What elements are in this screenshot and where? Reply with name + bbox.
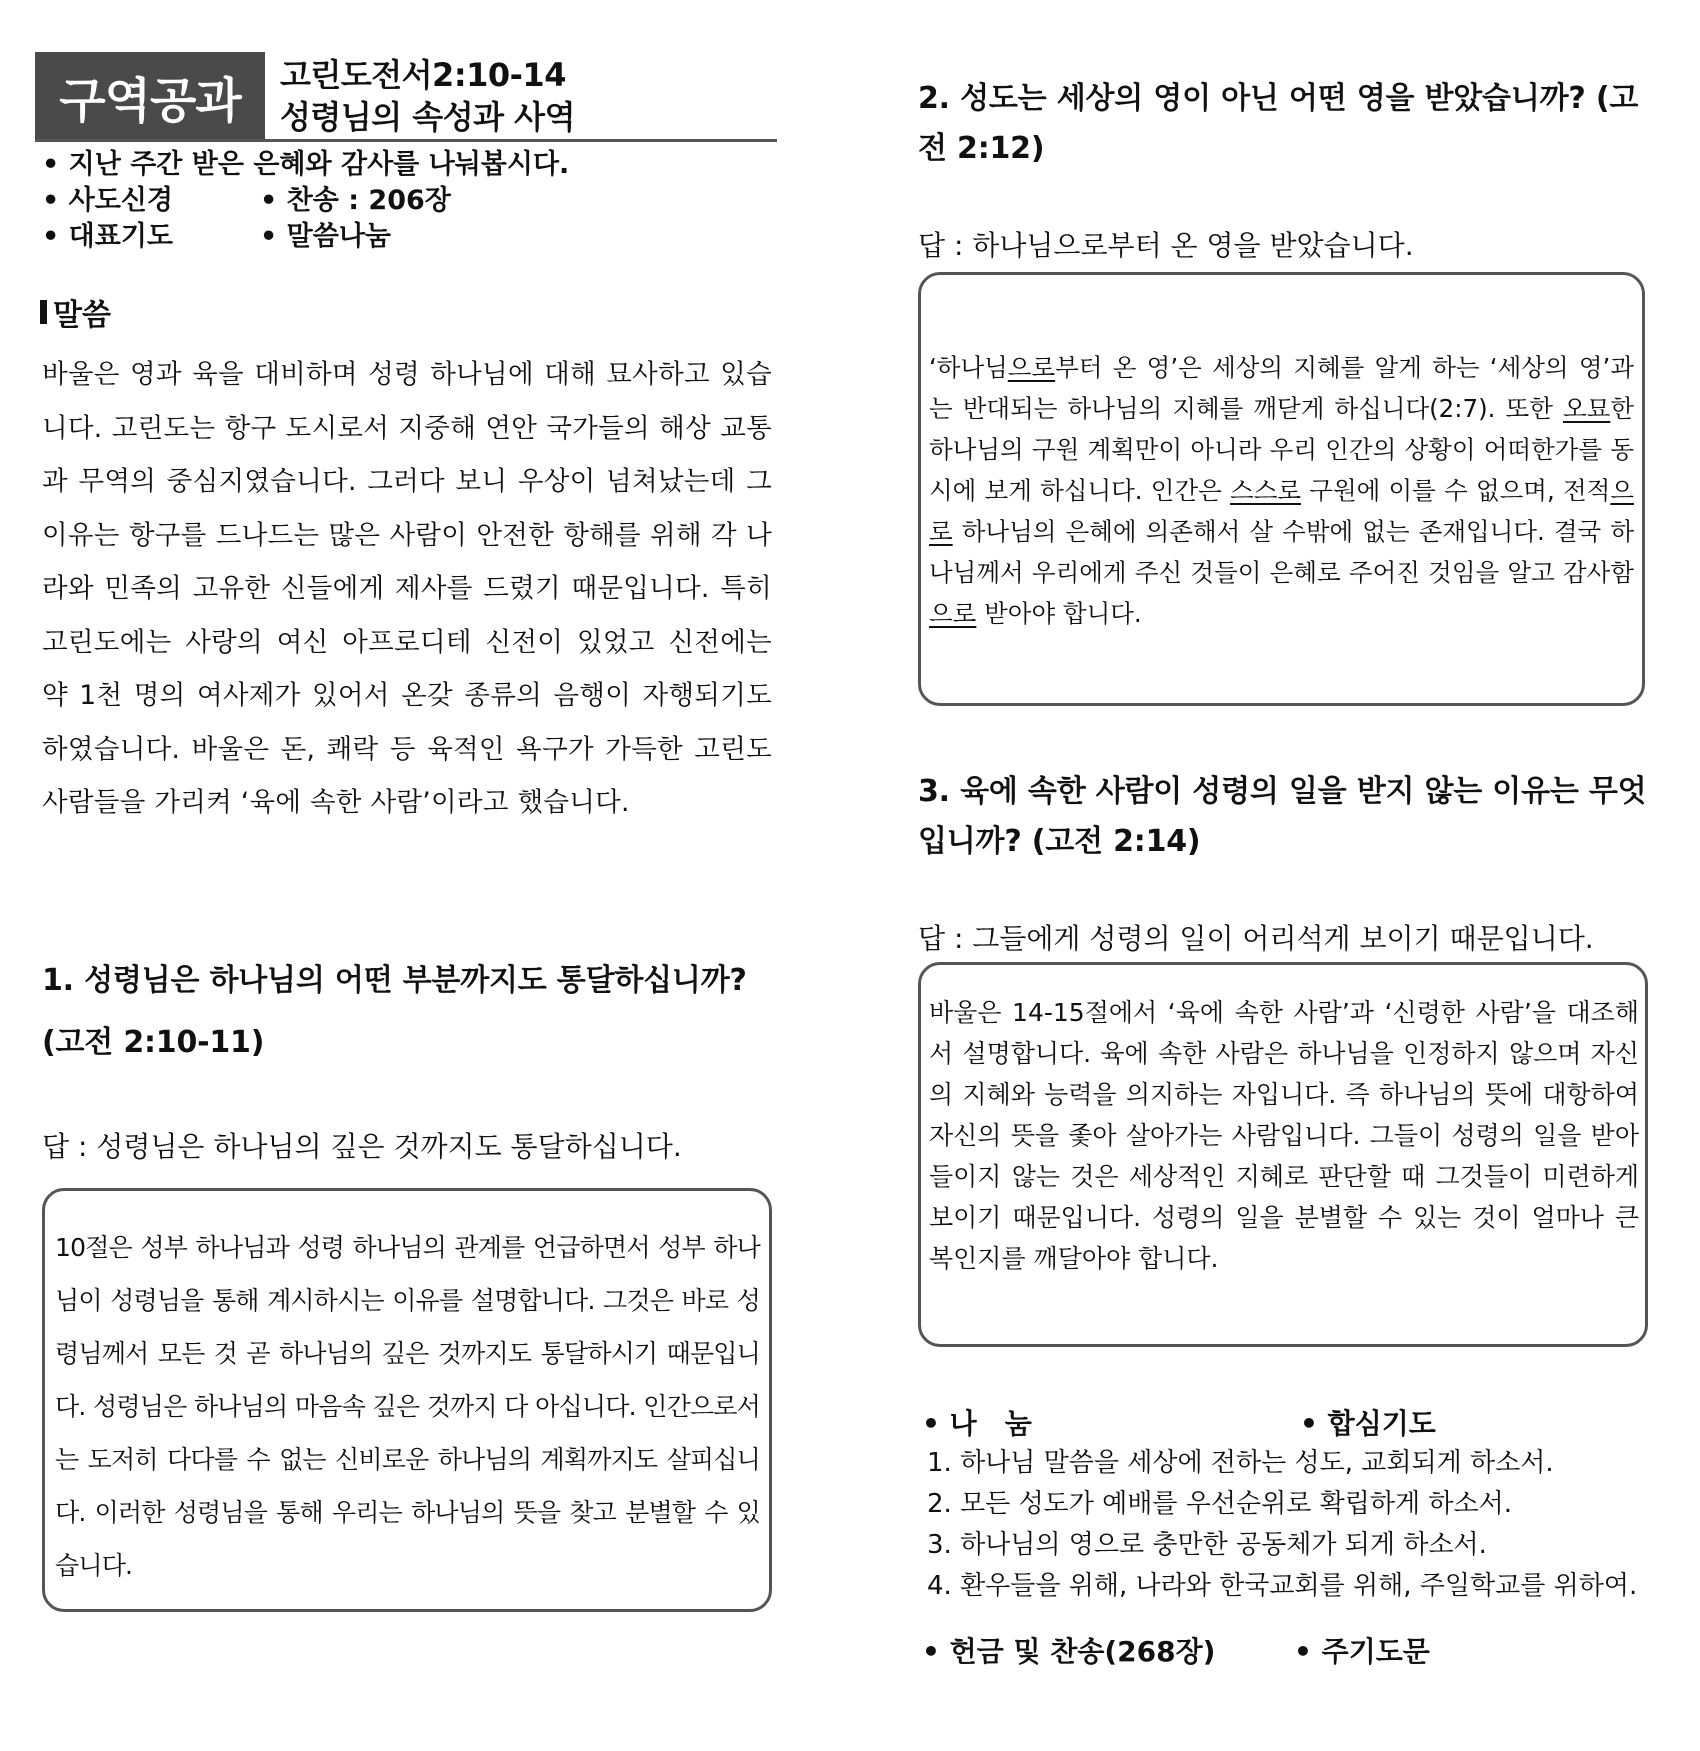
order-row bbox=[42, 219, 569, 255]
answer-2: 답 : 하나님으로부터 온 영을 받았습니다. bbox=[918, 229, 1414, 262]
question-3: 3. 육에 속한 사람이 성령의 일을 받지 않는 이유는 무엇입니까? (고전 2:14) bbox=[918, 774, 1647, 859]
word-section-body: 바울은 영과 육을 대비하며 성령 하나님에 대해 묘사하고 있습니다. 고린도는 항구 도시로서 지중해 연안 국가들의 해상 교통과 무역의 중심지였습니다. 그러다 보니 우상이 넘쳐났는데 그 이유는 항구를 드나드는 많은 사람이 안전한 항해를 위해 각 나라와 민족의 고유한 신들에게 제사를 드렸기 때문입니다. 특히 고린도에는 사랑의 여신 아프로디테 신전이 있었고 신전에는 약 1천 명의 여사제가 있어서 온갖 종류의 음행이 자행되기도 하였습니다. 바울은 돈, 쾌락 등 육적인 욕구가 가득한 고린도 사람들을 가리켜 ‘육에 속한 사람’이라고 했습니다. bbox=[42, 359, 772, 818]
sharing-prompt: • 지난 주간 받은 은혜와 감사를 나눠봅시다. bbox=[42, 149, 570, 180]
apostles-creed: • 사도신경 bbox=[42, 185, 173, 216]
note-box-1 bbox=[42, 1188, 772, 1612]
order-row bbox=[42, 183, 569, 219]
note-2-text: ‘하나님으로부터 온 영’은 세상의 지혜를 알게 하는 ‘세상의 영’과는 반대되는 하나님의 지혜를 깨닫게 하십니다(2:7). 또한 오묘한 하나님의 구원 계획만이 아니라 우리 인간의 상황이 어떠한가를 동시에 보게 하십니다. 인간은 스스로 구원에 이를 수 없으며, 전적으로 하나님의 은혜에 의존해서 살 수밖에 없는 존재입니다. 결국 하나님께서 우리에게 주신 것들이 은혜로 주어진 것임을 알고 감사함으로 받아야 합니다. bbox=[929, 353, 1634, 628]
answer-1: 답 : 성령님은 하나님의 깊은 것까지도 통달하십니다. bbox=[42, 1130, 682, 1163]
closing-order bbox=[922, 1630, 1430, 1670]
note-3-text: 바울은 14-15절에서 ‘육에 속한 사람’과 ‘신령한 사람’을 대조해서 설명합니다. 육에 속한 사람은 하나님을 인정하지 않으며 자신의 지혜와 능력을 의지하는 자입니다. 즉 하나님의 뜻에 대항하여 자신의 뜻을 좇아 살아가는 사람입니다. 그들이 성령의 일을 받아들이지 않는 것은 세상적인 지혜로 판단할 때 그것들이 미련하게 보이기 때문입니다. 성령의 일을 분별할 수 있는 것이 얼마나 큰 복인지를 깨달아야 합니다. bbox=[929, 998, 1639, 1273]
prayer-item: 4. 환우들을 위해, 나라와 한국교회를 위해, 주일학교를 위하여. bbox=[927, 1571, 1638, 1601]
question-2: 2. 성도는 세상의 영이 아닌 어떤 영을 받았습니까? (고전 2:12) bbox=[918, 81, 1639, 166]
representative-prayer: • 대표기도 bbox=[42, 221, 173, 252]
word-section-heading bbox=[40, 290, 111, 334]
order-of-service bbox=[42, 147, 569, 255]
prayer-item: 2. 모든 성도가 예배를 우선순위로 확립하게 하소서. bbox=[927, 1489, 1512, 1519]
heading-label: 말씀 bbox=[53, 298, 111, 333]
hymn: • 찬송 : 206장 bbox=[260, 185, 451, 216]
lesson-title bbox=[280, 54, 575, 138]
lords-prayer: • 주기도문 bbox=[1294, 1635, 1430, 1668]
question-1: 1. 성령님은 하나님의 어떤 부분까지도 통달하십니까? (고전 2:10-11) bbox=[42, 963, 747, 1060]
lesson-badge: 구역공과 bbox=[35, 52, 265, 140]
header-divider bbox=[35, 139, 777, 142]
scripture-reference: 고린도전서2:10-14 bbox=[280, 56, 566, 94]
prayer-item: 3. 하나님의 영으로 충만한 공동체가 되게 하소서. bbox=[927, 1530, 1487, 1560]
note-box-2 bbox=[918, 272, 1645, 706]
offering-hymn: • 헌금 및 찬송(268장) bbox=[922, 1635, 1216, 1668]
word-sharing: • 말씀나눔 bbox=[260, 221, 391, 252]
note-box-3 bbox=[918, 962, 1648, 1347]
sharing-label: • 나 눔 bbox=[922, 1407, 1032, 1440]
prayer-item: 1. 하나님 말씀을 세상에 전하는 성도, 교회되게 하소서. bbox=[927, 1448, 1554, 1478]
note-1-text: 10절은 성부 하나님과 성령 하나님의 관계를 언급하면서 성부 하나님이 성령님을 통해 계시하시는 이유를 설명합니다. 그것은 바로 성령님께서 모든 것 곧 하나님의 깊은 것까지도 통달하시기 때문입니다. 성령님은 하나님의 마음속 깊은 것까지 다 아십니다. 인간으로서는 도저히 다다를 수 없는 신비로운 하나님의 계획까지도 살피십니다. 이러한 성령님을 통해 우리는 하나님의 뜻을 찾고 분별할 수 있습니다. bbox=[55, 1233, 760, 1580]
prayer-list bbox=[927, 1443, 1637, 1607]
heading-bar-icon bbox=[40, 300, 47, 324]
united-prayer-label: • 합심기도 bbox=[1300, 1407, 1436, 1440]
answer-3: 답 : 그들에게 성령의 일이 어리석게 보이기 때문입니다. bbox=[918, 922, 1594, 955]
lesson-subtitle: 성령님의 속성과 사역 bbox=[280, 98, 575, 136]
